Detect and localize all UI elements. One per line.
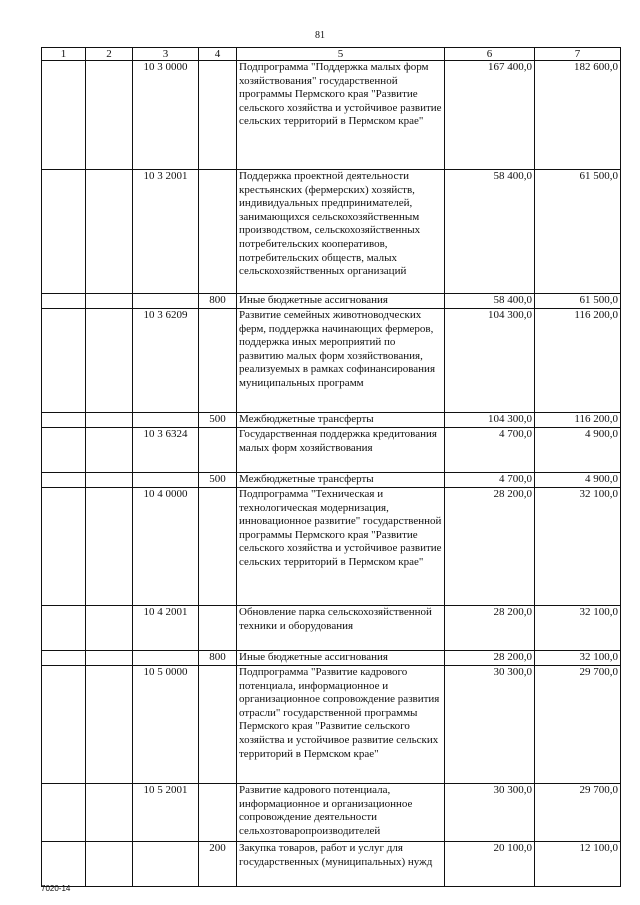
amount-year-1: 4 700,0: [445, 473, 535, 488]
item-name: Закупка товаров, работ и услуг для государственных (муниципальных) нужд: [237, 842, 445, 887]
target-article-code: 10 4 0000: [133, 488, 199, 606]
table-row: [42, 842, 621, 887]
budget-table: [41, 47, 621, 887]
item-name: Поддержка проектной деятельности крестьянских (фермерских) хозяйств, индивидуальных предпринимателей, занимающихся сельскохозяйственным производством, сельскохозяйственных потребительских кооперативов, потребительских обществ, малых сельскохозяйственных организаций: [237, 170, 445, 294]
target-article-code: 10 4 2001: [133, 606, 199, 651]
table-row: [42, 473, 621, 488]
amount-year-1: 104 300,0: [445, 309, 535, 413]
footer-code: 7020-14: [41, 884, 71, 893]
amount-year-1: 104 300,0: [445, 413, 535, 428]
table-row: [42, 309, 621, 413]
target-article-code: 10 5 2001: [133, 784, 199, 842]
expense-type-code: 800: [199, 651, 237, 666]
amount-year-2: 4 900,0: [535, 473, 621, 488]
column-header: 7: [535, 48, 621, 61]
amount-year-1: 30 300,0: [445, 666, 535, 784]
amount-year-2: 116 200,0: [535, 309, 621, 413]
target-article-code: [133, 294, 199, 309]
item-name: Межбюджетные трансферты: [237, 413, 445, 428]
amount-year-1: 28 200,0: [445, 606, 535, 651]
amount-year-2: 4 900,0: [535, 428, 621, 473]
target-article-code: [133, 842, 199, 887]
item-name: Развитие семейных животноводческих ферм, поддержка начинающих фермеров, поддержка иных мероприятий по развитию малых форм хозяйствования, реализуемых в рамках софинансирования муниципальных программ: [237, 309, 445, 413]
item-name: Государственная поддержка кредитования малых форм хозяйствования: [237, 428, 445, 473]
amount-year-2: 29 700,0: [535, 784, 621, 842]
item-name: Межбюджетные трансферты: [237, 473, 445, 488]
amount-year-2: 32 100,0: [535, 651, 621, 666]
column-header: 4: [199, 48, 237, 61]
amount-year-2: 61 500,0: [535, 294, 621, 309]
amount-year-2: 61 500,0: [535, 170, 621, 294]
target-article-code: 10 3 6209: [133, 309, 199, 413]
expense-type-code: 500: [199, 473, 237, 488]
amount-year-1: 58 400,0: [445, 294, 535, 309]
item-name: Подпрограмма "Техническая и технологическая модернизация, инновационное развитие" государственной программы Пермского края "Развитие сельского хозяйства и устойчивое развитие сельских территорий в Пермском крае": [237, 488, 445, 606]
amount-year-2: 32 100,0: [535, 488, 621, 606]
item-name: Обновление парка сельскохозяйственной техники и оборудования: [237, 606, 445, 651]
expense-type-code: [199, 666, 237, 784]
expense-type-code: 200: [199, 842, 237, 887]
table-row: [42, 294, 621, 309]
table-row: [42, 666, 621, 784]
target-article-code: [133, 473, 199, 488]
item-name: Иные бюджетные ассигнования: [237, 651, 445, 666]
column-header: 2: [86, 48, 133, 61]
expense-type-code: [199, 606, 237, 651]
item-name: Развитие кадрового потенциала, информационное и организационное сопровождение деятельности сельхозтоваропроизводителей: [237, 784, 445, 842]
expense-type-code: [199, 428, 237, 473]
amount-year-1: 28 200,0: [445, 651, 535, 666]
expense-type-code: 800: [199, 294, 237, 309]
column-number-row: [42, 48, 621, 61]
expense-type-code: 500: [199, 413, 237, 428]
expense-type-code: [199, 170, 237, 294]
item-name: Иные бюджетные ассигнования: [237, 294, 445, 309]
amount-year-2: 32 100,0: [535, 606, 621, 651]
page-number: 81: [315, 30, 325, 41]
amount-year-2: 182 600,0: [535, 61, 621, 170]
column-header: 5: [237, 48, 445, 61]
expense-type-code: [199, 488, 237, 606]
expense-type-code: [199, 61, 237, 170]
table-row: [42, 651, 621, 666]
item-name: Подпрограмма "Поддержка малых форм хозяйствования" государственной программы Пермского края "Развитие сельского хозяйства и устойчивое развитие сельских территорий в Пермском крае": [237, 61, 445, 170]
table-row: [42, 428, 621, 473]
table-row: [42, 784, 621, 842]
amount-year-1: 20 100,0: [445, 842, 535, 887]
target-article-code: 10 3 2001: [133, 170, 199, 294]
amount-year-1: 28 200,0: [445, 488, 535, 606]
item-name: Подпрограмма "Развитие кадрового потенциала, информационное и организационное сопровождение развития отрасли" государственной программы Пермского края "Развитие сельского хозяйства и устойчивое развитие сельских территорий в Пермском крае": [237, 666, 445, 784]
amount-year-1: 4 700,0: [445, 428, 535, 473]
amount-year-2: 116 200,0: [535, 413, 621, 428]
expense-type-code: [199, 784, 237, 842]
target-article-code: 10 3 0000: [133, 61, 199, 170]
table-row: [42, 170, 621, 294]
column-header: 1: [42, 48, 86, 61]
amount-year-1: 30 300,0: [445, 784, 535, 842]
table-row: [42, 413, 621, 428]
table-row: [42, 61, 621, 170]
target-article-code: 10 5 0000: [133, 666, 199, 784]
table-row: [42, 606, 621, 651]
target-article-code: [133, 413, 199, 428]
column-header: 6: [445, 48, 535, 61]
target-article-code: [133, 651, 199, 666]
table-row: [42, 488, 621, 606]
expense-type-code: [199, 309, 237, 413]
target-article-code: 10 3 6324: [133, 428, 199, 473]
column-header: 3: [133, 48, 199, 61]
amount-year-1: 58 400,0: [445, 170, 535, 294]
amount-year-2: 12 100,0: [535, 842, 621, 887]
amount-year-2: 29 700,0: [535, 666, 621, 784]
amount-year-1: 167 400,0: [445, 61, 535, 170]
